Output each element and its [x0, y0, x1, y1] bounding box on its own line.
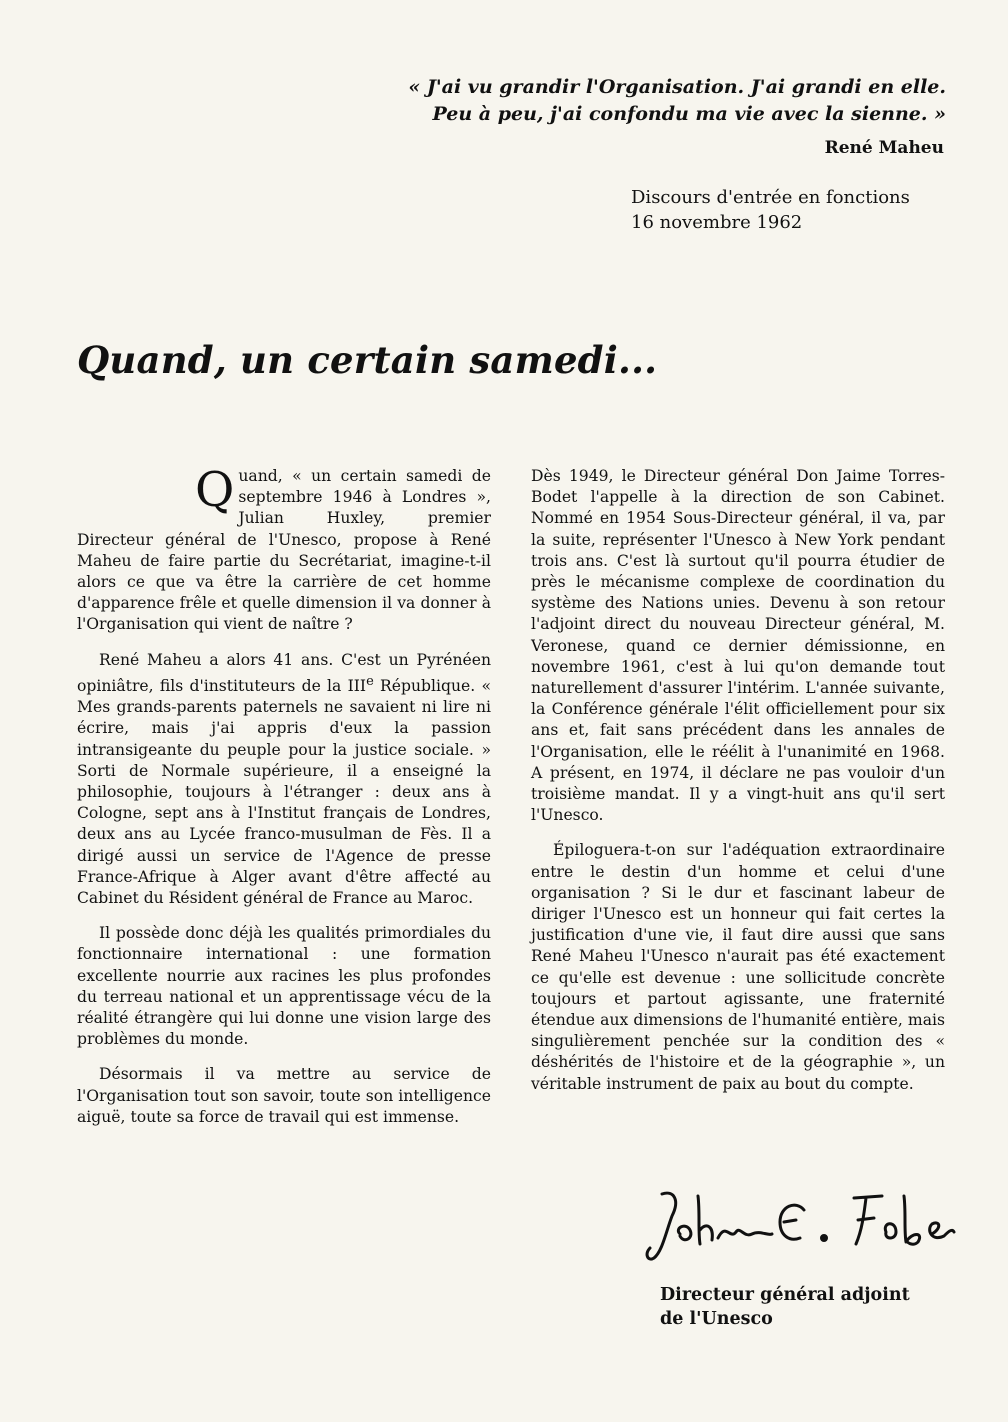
signatory-title-line-2: de l'Unesco [660, 1309, 773, 1329]
left-column [77, 462, 491, 1142]
epigraph-line-2: Peu à peu, j'ai confondu ma vie avec la sienne. » [432, 103, 946, 125]
paragraph-2-text-b: République. « Mes grands-parents paternels ne savaient ni lire ni écrire, mais j'ai appris d'eux la passion intransigeante du peuple pour la justice sociale. » Sorti de Normale supérieure, il a enseigné la philosophie, toujours à l'étranger : deux ans à Cologne, sept ans à l'Institut français de Londres, deux ans au Lycée franco-musulman de Fès. Il a dirigé aussi un service de l'Agence de presse France-Afrique à Alger avant d'être affecté au Cabinet du Résident général de France au Maroc. [77, 677, 491, 908]
paragraph-6: Épiloguera-t-on sur l'adéquation extraordinaire entre le destin d'un homme et celui d'une organisation ? Si le dur et fascinant labeur de diriger l'Unesco est un honneur qui fait certes la justification d'une vie, il faut dire aussi que sans René Maheu l'Unesco n'aurait pas été exactement ce qu'elle est devenue : une sollicitude concrète toujours et partout agissante, une fraternité étendue aux dimensions de l'humanité entière, mais singulièrement penchée sur la condition des « déshérités de l'histoire et de la géographie », un véritable instrument de paix au bout du compte. [531, 841, 945, 1093]
paragraph-3: Il possède donc déjà les qualités primordiales du fonctionnaire international : une formation excellente nourrie aux racines les plus profondes du terreau national et un apprentissage vécu de la réalité étrangère qui lui donne une vision large des problèmes du monde. [77, 924, 491, 1049]
signatory-title [660, 1283, 910, 1331]
article-title: Quand, un certain samedi... [77, 338, 658, 382]
superscript-e: e [366, 673, 374, 689]
epigraph-line-1: « J'ai vu grandir l'Organisation. J'ai grandi en elle. [408, 76, 946, 98]
paragraph-5: Dès 1949, le Directeur général Don Jaime Torres-Bodet l'appelle à la direction de son Cabinet. Nommé en 1954 Sous-Directeur général, il va, par la suite, représenter l'Unesco à New York pendant trois ans. C'est là surtout qu'il pourra étudier de près le mécanisme complexe de coordination du système des Nations unies. Devenu à son retour l'adjoint direct du nouveau Directeur général, M. Veronese, quand ce dernier démissionne, en novembre 1961, c'est à lui qu'on demande tout naturellement d'assurer l'intérim. L'année suivante, la Conférence générale l'élit officiellement pour six ans et, fait sans précédent dans les annales de l'Organisation, elle le réélit à l'unanimité en 1968. A présent, en 1974, il déclare ne pas vouloir d'un troisième mandat. Il y a vingt-huit ans qu'il sert l'Unesco. [531, 467, 945, 825]
epigraph-source [631, 185, 910, 235]
right-column [531, 466, 945, 1109]
paragraph-1-text: uand, « un certain samedi de septembre 1946 à Londres », Julian Huxley, premier Directeur général de l'Unesco, propose à René Maheu de faire partie du Secrétariat, imagine-t-il alors ce que va être la carrière de cet homme d'apparence frêle et quelle dimension il va donner à l'Organisation qui vient de naître ? [77, 467, 491, 634]
epigraph-author: René Maheu [824, 138, 944, 158]
handwritten-signature [640, 1182, 960, 1268]
paragraph-2-text-a: René Maheu a alors 41 ans. C'est un Pyrénéen opiniâtre, fils d'instituteurs de la III [77, 650, 491, 696]
signatory-title-line-1: Directeur général adjoint [660, 1285, 910, 1305]
paragraph-2 [77, 650, 491, 910]
signature-icon [640, 1182, 960, 1268]
drop-cap: Q [195, 462, 235, 518]
epigraph-source-line-1: Discours d'entrée en fonctions [631, 187, 910, 208]
paragraph-4: Désormais il va mettre au service de l'Organisation tout son savoir, toute son intelligence aiguë, toute sa force de travail qui est immense. [77, 1065, 491, 1126]
paragraph-1 [77, 462, 491, 636]
epigraph-quote [408, 74, 946, 128]
epigraph-source-line-2: 16 novembre 1962 [631, 212, 803, 233]
